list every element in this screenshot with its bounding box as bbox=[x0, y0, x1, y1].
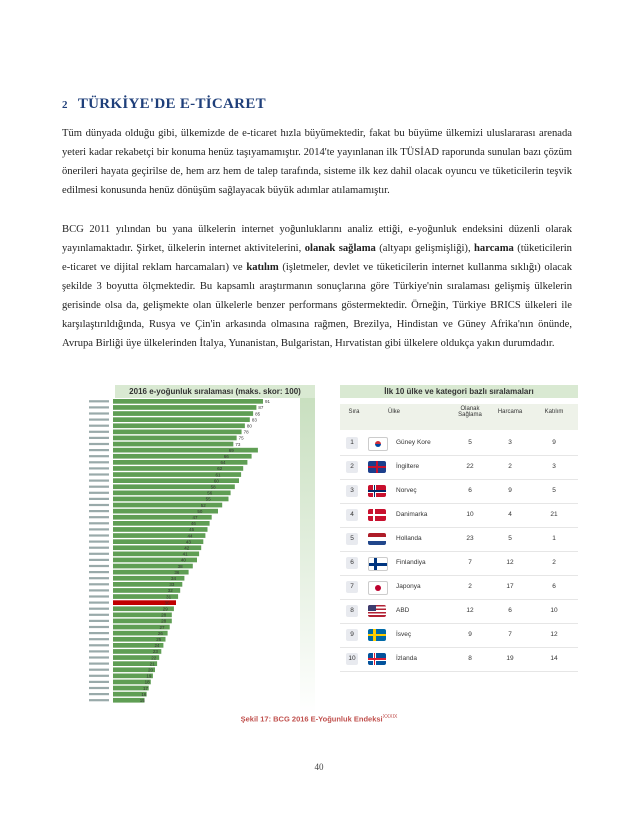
bar-value-label: 69 bbox=[228, 447, 234, 453]
bar-country-label bbox=[89, 406, 109, 408]
bar bbox=[113, 478, 239, 483]
country-flag-icon bbox=[368, 437, 388, 451]
paragraph-1: Tüm dünyada olduğu gibi, ülkemizde de e-ticaret hızla büyümektedir, fakat bu büyüme ülkemizi uluslararası arenada yeteri kadar rekabetçi bir konuma henüz taşıyamamıştır. 2014'te yayınlanan ilk TÜSİAD raporunda sunulan bazı çözüm önerileri hayata geçirilse de, hem arz hem de talep tarafında, sisteme ilk kez dahil olacak oyuncu ve tüketicilerin teşvik edilmesi konusunda henüz dönüşüm sağlayacak büyük adımlar atılamamıştır. bbox=[62, 128, 572, 196]
bar-country-label bbox=[89, 650, 109, 652]
p2-bold-enable: olanak sağlama bbox=[304, 243, 376, 254]
bar-country-label bbox=[89, 620, 109, 622]
enable-rank: 9 bbox=[468, 631, 472, 638]
bar-country-label bbox=[89, 632, 109, 634]
enable-rank: 8 bbox=[468, 655, 472, 662]
bar-country-label bbox=[89, 577, 109, 579]
bar-country-label bbox=[89, 559, 109, 561]
bar-value-label: 60 bbox=[213, 478, 219, 484]
country-flag-icon bbox=[368, 461, 386, 473]
bar-value-label: 44 bbox=[187, 533, 193, 539]
bar-country-label bbox=[89, 687, 109, 689]
bar-value-label: 66 bbox=[223, 454, 229, 459]
bar bbox=[113, 423, 245, 428]
bar-country-label bbox=[89, 504, 109, 506]
bar-value-label: 21 bbox=[149, 661, 155, 667]
country-name: Norveç bbox=[396, 487, 417, 494]
bar-value-label: 20 bbox=[147, 667, 153, 673]
engage-rank: 3 bbox=[552, 463, 556, 470]
engage-rank: 12 bbox=[550, 631, 558, 638]
table-row bbox=[340, 647, 578, 672]
bar-value-label: 87 bbox=[258, 405, 264, 411]
bar-value-label: 17 bbox=[143, 685, 149, 691]
table-row bbox=[340, 527, 578, 552]
bar-country-label bbox=[89, 681, 109, 683]
table-row bbox=[340, 575, 578, 600]
bar-country-label bbox=[89, 425, 109, 427]
country-name: İsveç bbox=[396, 631, 412, 638]
bar-country-label bbox=[89, 443, 109, 445]
rank-box bbox=[346, 557, 358, 569]
bar-country-label bbox=[89, 480, 109, 482]
chart-decoration bbox=[300, 395, 315, 715]
bar-value-label: 16 bbox=[141, 691, 147, 697]
bar-value-label: 28 bbox=[161, 618, 167, 624]
bar-country-label bbox=[89, 467, 109, 469]
bar-country-label bbox=[89, 608, 109, 610]
rank-value: 8 bbox=[350, 607, 354, 614]
bar-country-label bbox=[89, 431, 109, 433]
paragraph-2 bbox=[62, 220, 572, 353]
enable-rank: 10 bbox=[466, 511, 474, 518]
bar-country-label bbox=[89, 461, 109, 463]
table-row bbox=[340, 623, 578, 648]
bar-value-label: 62 bbox=[217, 466, 223, 472]
bar-value-label: 26 bbox=[157, 630, 163, 636]
rank-box bbox=[346, 653, 358, 665]
p2-bold-spend: harcama bbox=[474, 243, 514, 254]
spend-rank: 19 bbox=[506, 655, 514, 662]
header-country: Ülke bbox=[388, 409, 401, 415]
bar-country-label bbox=[89, 528, 109, 530]
bar-country-label bbox=[89, 553, 109, 555]
bar-value-label: 32 bbox=[167, 588, 173, 594]
bar-value-label: 85 bbox=[255, 411, 261, 417]
bar-value-label: 41 bbox=[182, 551, 188, 557]
figure-caption bbox=[0, 714, 638, 724]
bar-value-label: 80 bbox=[246, 423, 252, 429]
bar-value-label: 36 bbox=[174, 569, 180, 575]
country-name: Danimarka bbox=[396, 511, 428, 518]
bar-country-label bbox=[89, 498, 109, 500]
e-intensity-ranking-chart bbox=[85, 385, 315, 715]
bar bbox=[113, 411, 253, 416]
bar-value-label: 27 bbox=[159, 624, 165, 630]
rank-value: 5 bbox=[350, 535, 354, 542]
bar-country-label bbox=[89, 699, 109, 701]
table-row bbox=[340, 455, 578, 480]
bar bbox=[113, 436, 237, 441]
engage-rank: 5 bbox=[552, 487, 556, 494]
country-name: İngiltere bbox=[396, 463, 420, 470]
engage-rank: 2 bbox=[552, 559, 556, 566]
section-title: TÜRKİYE'DE E-TİCARET bbox=[77, 96, 266, 112]
rank-value: 2 bbox=[350, 463, 354, 470]
table-row bbox=[340, 479, 578, 504]
bar-value-label: 15 bbox=[139, 698, 145, 703]
section-number: 2 bbox=[62, 99, 68, 111]
bar bbox=[113, 448, 258, 453]
bar-value-label: 28 bbox=[161, 612, 167, 618]
country-name: Japonya bbox=[396, 583, 421, 590]
header-enable: Olanak Sağlama bbox=[458, 406, 482, 418]
bar bbox=[113, 430, 242, 435]
country-flag-icon bbox=[368, 581, 388, 595]
bar-country-label bbox=[89, 412, 109, 414]
bar-country-label bbox=[89, 656, 109, 658]
bar-country-label bbox=[89, 571, 109, 573]
bar-value-label: 83 bbox=[251, 417, 257, 423]
rank-box bbox=[346, 581, 358, 593]
spend-rank: 4 bbox=[508, 511, 512, 518]
spend-rank: 5 bbox=[508, 535, 512, 542]
bar-value-label: 78 bbox=[243, 429, 249, 435]
p2-text-a: BCG 2011 yılından bu yana ülkelerin internet yoğunluklarını analiz ettiği, e-yoğunluk endeksini düzenli olarak yayınlamaktadır. Şirket, ülkelerin internet aktivitelerini, bbox=[62, 224, 572, 254]
country-name: İzlanda bbox=[396, 655, 417, 662]
bar-value-label: 18 bbox=[144, 679, 150, 685]
bar bbox=[113, 405, 256, 410]
p2-text-c: (altyapı gelişmişliği), bbox=[375, 243, 475, 254]
bar-country-label bbox=[89, 547, 109, 549]
bar-country-label bbox=[89, 669, 109, 671]
enable-rank: 5 bbox=[468, 439, 472, 446]
bar-country-label bbox=[89, 419, 109, 421]
bar-country-label bbox=[89, 534, 109, 536]
bar-value-label: 30 bbox=[164, 600, 170, 606]
p2-text-e: (tüketicilerin e-ticaret ve dijital reklam harcamaları) ve bbox=[62, 243, 572, 273]
bar bbox=[113, 399, 263, 404]
bar-value-label: 42 bbox=[184, 545, 190, 551]
bar-value-label: 23 bbox=[152, 649, 158, 655]
enable-rank: 23 bbox=[466, 535, 474, 542]
header-engage: Katılım bbox=[544, 409, 564, 415]
enable-rank: 6 bbox=[468, 487, 472, 494]
rank-value: 6 bbox=[350, 559, 354, 566]
rank-value: 10 bbox=[348, 655, 356, 662]
enable-rank: 7 bbox=[468, 559, 472, 566]
engage-rank: 10 bbox=[550, 607, 558, 614]
bar-chart-svg bbox=[85, 399, 295, 719]
rank-box bbox=[346, 461, 358, 473]
bar-value-label: 64 bbox=[220, 460, 226, 466]
bar-value-label: 34 bbox=[171, 576, 177, 581]
table-row bbox=[340, 503, 578, 528]
country-name: Güney Kore bbox=[396, 439, 431, 446]
engage-rank: 6 bbox=[552, 583, 556, 590]
country-name: Hollanda bbox=[396, 535, 422, 542]
bar-value-label: 19 bbox=[146, 673, 152, 679]
table-row bbox=[340, 551, 578, 576]
table-row bbox=[340, 599, 578, 624]
bar-country-label bbox=[89, 595, 109, 597]
spend-rank: 7 bbox=[508, 631, 512, 638]
section-heading bbox=[62, 96, 266, 113]
bar bbox=[113, 503, 222, 508]
bar-country-label bbox=[89, 516, 109, 518]
country-flag-icon bbox=[368, 557, 388, 571]
engage-rank: 14 bbox=[550, 655, 558, 662]
bar-value-label: 38 bbox=[177, 563, 183, 569]
spend-rank: 9 bbox=[508, 487, 512, 494]
p2-bold-engage: katılım bbox=[246, 262, 279, 273]
table-row bbox=[340, 431, 578, 456]
bar-country-label bbox=[89, 589, 109, 591]
bar-country-label bbox=[89, 644, 109, 646]
bar-country-label bbox=[89, 522, 109, 524]
bar-country-label bbox=[89, 492, 109, 494]
bar-value-label: 31 bbox=[166, 594, 172, 600]
bar-country-label bbox=[89, 626, 109, 628]
bar-country-label bbox=[89, 473, 109, 475]
bar bbox=[113, 497, 229, 502]
country-name: Finlandiya bbox=[396, 559, 426, 566]
enable-rank: 22 bbox=[466, 463, 474, 470]
bar-value-label: 91 bbox=[265, 399, 271, 405]
bar-country-label bbox=[89, 638, 109, 640]
bar-value-label: 75 bbox=[238, 435, 244, 441]
caption-text: Şekil 17: BCG 2016 E-Yoğunluk Endeksi bbox=[240, 714, 383, 724]
bar-value-label: 52 bbox=[200, 502, 206, 508]
country-flag-icon bbox=[368, 509, 386, 521]
bar-country-label bbox=[89, 510, 109, 512]
rank-box bbox=[346, 605, 358, 617]
bar-country-label bbox=[89, 449, 109, 451]
rank-value: 7 bbox=[350, 583, 354, 590]
bar-value-label: 22 bbox=[151, 655, 157, 661]
rank-value: 4 bbox=[350, 511, 354, 518]
country-flag-icon bbox=[368, 485, 386, 497]
rank-value: 3 bbox=[350, 487, 354, 494]
bar-country-label bbox=[89, 400, 109, 402]
header-rank: Sıra bbox=[348, 409, 360, 415]
country-flag-icon bbox=[368, 533, 386, 545]
bar-value-label: 29 bbox=[162, 606, 168, 612]
bar-value-label: 40 bbox=[180, 557, 186, 563]
rank-box bbox=[346, 533, 358, 545]
bar-country-label bbox=[89, 455, 109, 457]
bar bbox=[113, 417, 250, 422]
bar bbox=[113, 460, 247, 465]
bar bbox=[113, 442, 233, 447]
enable-rank: 12 bbox=[466, 607, 474, 614]
bar-value-label: 61 bbox=[215, 472, 221, 478]
spend-rank: 17 bbox=[506, 583, 514, 590]
country-name: ABD bbox=[396, 607, 410, 614]
rank-value: 9 bbox=[350, 631, 354, 638]
bar-value-label: 50 bbox=[197, 508, 203, 514]
rank-box bbox=[346, 509, 358, 521]
bar bbox=[113, 472, 241, 477]
bar-country-label bbox=[89, 583, 109, 585]
caption-ref: XXXIX bbox=[382, 714, 398, 720]
bar-value-label: 56 bbox=[207, 490, 213, 496]
country-flag-icon bbox=[368, 653, 386, 665]
engage-rank: 9 bbox=[552, 439, 556, 446]
bar-value-label: 33 bbox=[169, 582, 175, 588]
spend-rank: 12 bbox=[506, 559, 514, 566]
country-flag-icon bbox=[368, 629, 386, 641]
bar-country-label bbox=[89, 663, 109, 665]
bar-country-label bbox=[89, 565, 109, 567]
bar-country-label bbox=[89, 486, 109, 488]
bar-value-label: 43 bbox=[185, 539, 191, 545]
bar-country-label bbox=[89, 614, 109, 616]
bar-value-label: 55 bbox=[205, 496, 211, 502]
bar-country-label bbox=[89, 675, 109, 677]
bar-country-label bbox=[89, 602, 109, 604]
rank-box bbox=[346, 485, 358, 497]
top10-table bbox=[340, 385, 578, 675]
bar-value-label: 25 bbox=[156, 637, 162, 642]
bar-value-label: 24 bbox=[154, 643, 160, 649]
bar bbox=[113, 466, 243, 471]
bar-country-label bbox=[89, 693, 109, 695]
spend-rank: 2 bbox=[508, 463, 512, 470]
rank-value: 1 bbox=[350, 439, 354, 446]
country-flag-icon bbox=[368, 605, 386, 617]
p2-text-g: (işletmeler, devlet ve tüketicilerin internet kullanma sıklığı) olacak şekilde 3 boyutta ölçmektedir. Bu kapsamlı araştırmanın sonuçlarına göre Türkiye'nin sıralaması gelişmiş ülkelerin gerisinde olsa da, gelişmekte olan ülkelerle benzer performans göstermektedir. Örneğin, Türkiye BRICS ülkeleri ile karşılaştırıldığında, Rusya ve Çin'in arkasında olmasına rağmen, Brezilya, Hindistan ve Güney Afrika'nın önünde, Avrupa Birliği üye ülkelerinden İtalya, Yunanistan, Bulgaristan, Hırvatistan gibi ülkelere oldukça yakın durumdadır. bbox=[62, 262, 572, 349]
engage-rank: 1 bbox=[552, 535, 556, 542]
bar-value-label: 73 bbox=[235, 441, 241, 447]
right-table-title: İlk 10 ülke ve kategori bazlı sıralamaları bbox=[340, 385, 578, 398]
spend-rank: 3 bbox=[508, 439, 512, 446]
rank-box bbox=[346, 629, 358, 641]
spend-rank: 6 bbox=[508, 607, 512, 614]
bar-value-label: 58 bbox=[210, 484, 216, 490]
rank-box bbox=[346, 437, 358, 449]
bar-value-label: 46 bbox=[190, 521, 196, 527]
bar-country-label bbox=[89, 437, 109, 439]
bar-value-label: 47 bbox=[192, 515, 198, 520]
bar bbox=[113, 484, 235, 489]
left-chart-title: 2016 e-yoğunluk sıralaması (maks. skor: 100) bbox=[115, 385, 315, 398]
table-header bbox=[340, 404, 578, 430]
bar bbox=[113, 454, 252, 459]
bar-country-label bbox=[89, 541, 109, 543]
enable-rank: 2 bbox=[468, 583, 472, 590]
bar bbox=[113, 491, 231, 496]
page-number: 40 bbox=[314, 762, 324, 772]
bar-value-label: 45 bbox=[189, 527, 195, 533]
header-spend: Harcama bbox=[497, 409, 523, 415]
engage-rank: 21 bbox=[550, 511, 558, 518]
